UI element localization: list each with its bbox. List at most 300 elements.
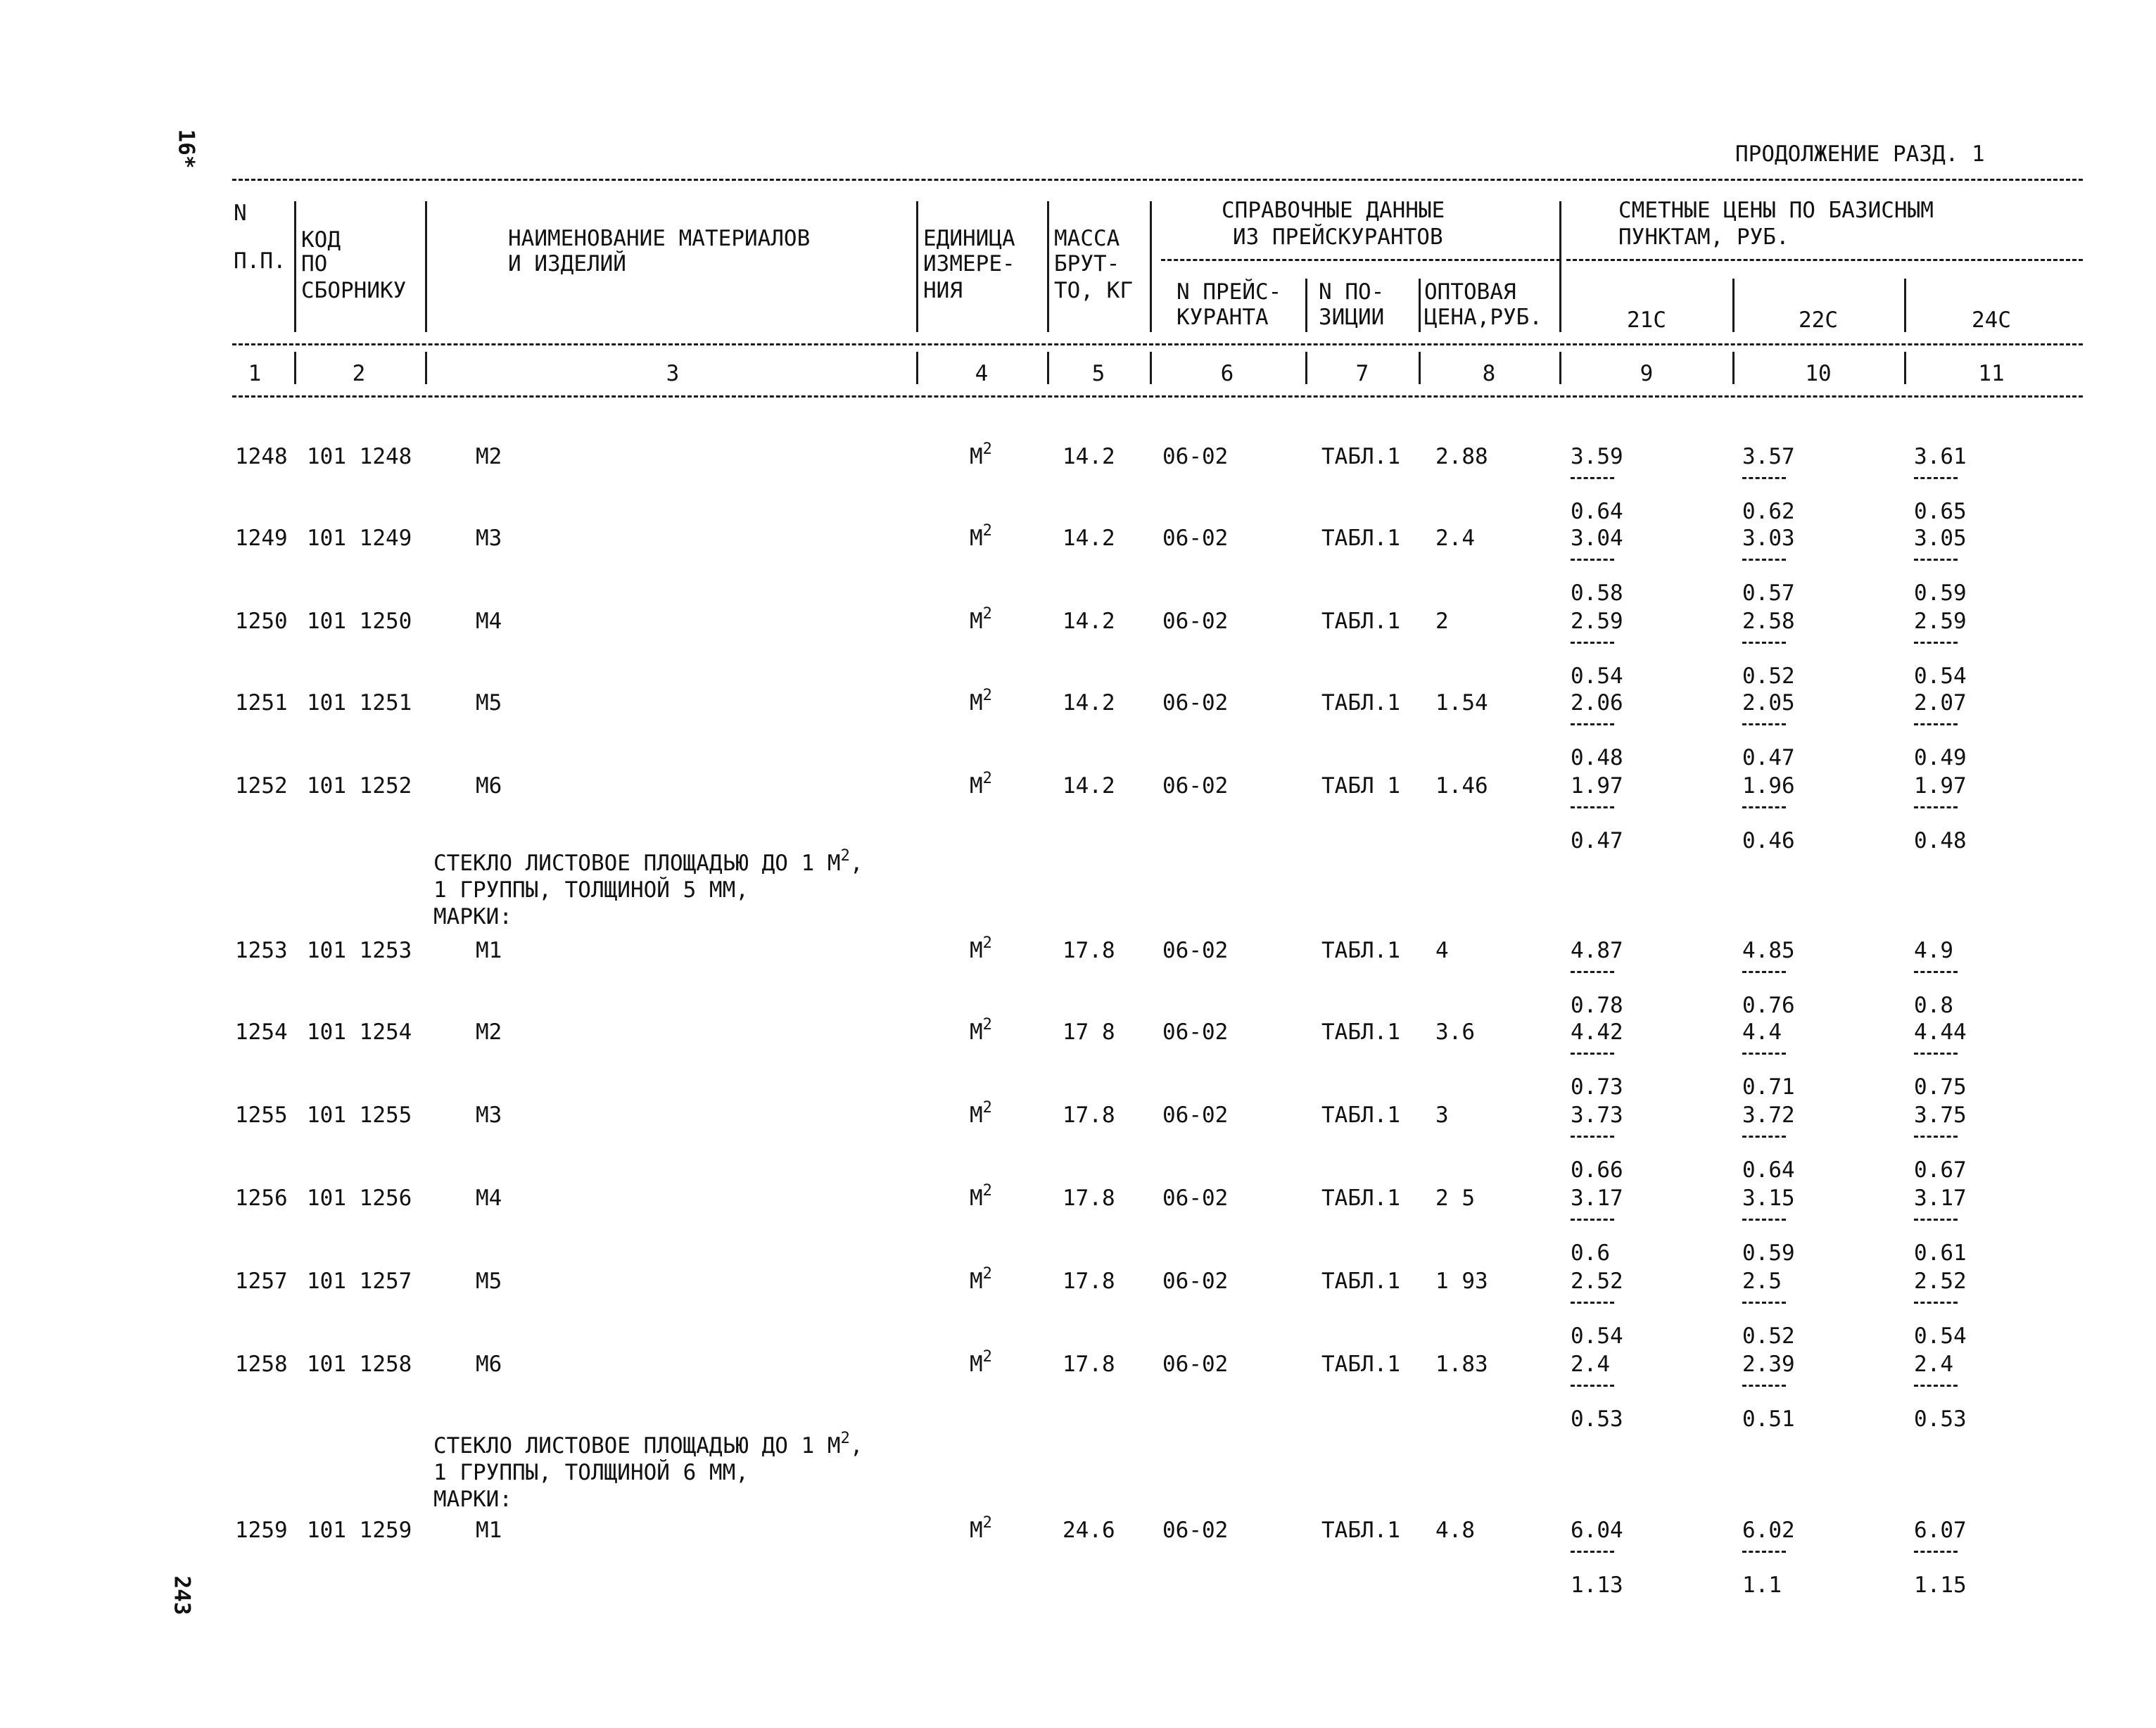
row-pricelist: 06-02 <box>1162 1518 1229 1543</box>
row-estimate-p22: 3.15 <box>1742 1186 1795 1211</box>
row-estimate-p21: 1.97 <box>1571 773 1623 799</box>
row-pricelist: 06-02 <box>1162 1019 1229 1045</box>
row-estimate-p22: 2.58 <box>1742 609 1795 634</box>
row-code: 101 1258 <box>307 1352 412 1377</box>
row-position: ТАБЛ.1 <box>1321 1352 1400 1377</box>
header-col6-line1: N ПРЕЙС- <box>1177 279 1282 305</box>
header-top-rule <box>232 179 2083 181</box>
row-estimate-p24: 2.4 <box>1914 1352 1953 1377</box>
fraction-rule <box>1742 723 1786 725</box>
group-heading-text: СТЕКЛО ЛИСТОВОЕ ПЛОЩАДЬЮ ДО 1 М <box>433 1433 841 1459</box>
column-number-4: 4 <box>975 361 989 386</box>
row-estimate-p24-lower: 0.75 <box>1914 1074 1967 1100</box>
column-separator <box>425 352 427 384</box>
row-code: 101 1255 <box>307 1103 412 1128</box>
fraction-rule <box>1742 1385 1786 1387</box>
row-estimate-p21-lower: 0.73 <box>1571 1074 1623 1100</box>
row-wholesale-price: 2 <box>1435 609 1449 634</box>
row-unit <box>970 605 992 634</box>
fraction-rule <box>1742 1053 1786 1055</box>
fraction-rule <box>1571 1136 1614 1138</box>
row-estimate-p22: 6.02 <box>1742 1518 1795 1543</box>
row-estimate-p22-lower: 0.47 <box>1742 745 1795 770</box>
row-estimate-p21: 6.04 <box>1571 1518 1623 1543</box>
column-separator <box>1904 279 1906 332</box>
row-wholesale-price: 3 <box>1435 1103 1449 1128</box>
row-estimate-p21-lower: 0.53 <box>1571 1406 1623 1432</box>
row-estimate-p21-lower: 0.6 <box>1571 1240 1610 1266</box>
row-number: 1251 <box>235 690 288 716</box>
header-col1-line2: П.П. <box>234 248 286 274</box>
group-heading-line2: 1 ГРУППЫ, ТОЛЩИНОЙ 6 ММ, <box>433 1460 749 1485</box>
header-col1-line1: N <box>234 201 247 226</box>
fraction-rule <box>1571 642 1614 644</box>
row-pricelist: 06-02 <box>1162 1352 1229 1377</box>
row-pricelist: 06-02 <box>1162 938 1229 963</box>
row-estimate-p24: 1.97 <box>1914 773 1967 799</box>
row-number: 1256 <box>235 1186 288 1211</box>
row-name: М2 <box>476 444 502 469</box>
unit-text: М <box>970 773 983 799</box>
fraction-rule <box>1571 1053 1614 1055</box>
column-separator <box>1419 279 1421 332</box>
row-number: 1258 <box>235 1352 288 1377</box>
row-estimate-p21-lower: 0.54 <box>1571 1323 1623 1349</box>
page-side-label-top: 16* <box>173 129 199 169</box>
row-estimate-p24-lower: 0.61 <box>1914 1240 1967 1266</box>
row-estimate-p24-lower: 0.53 <box>1914 1406 1967 1432</box>
row-name: М4 <box>476 609 502 634</box>
unit-text: М <box>970 1019 983 1045</box>
fraction-rule <box>1571 971 1614 973</box>
header-col7-line2: ЗИЦИИ <box>1319 305 1385 330</box>
unit-exponent: 2 <box>982 1016 992 1034</box>
row-estimate-p22: 2.05 <box>1742 690 1795 716</box>
unit-exponent: 2 <box>982 522 992 540</box>
row-code: 101 1250 <box>307 609 412 634</box>
header-col5-line3: ТО, КГ <box>1054 278 1133 303</box>
row-unit <box>970 522 992 551</box>
unit-exponent: 2 <box>982 1265 992 1283</box>
row-estimate-p21-lower: 0.66 <box>1571 1157 1623 1183</box>
row-name: М1 <box>476 1518 502 1543</box>
row-name: М1 <box>476 938 502 963</box>
row-estimate-p22-lower: 0.71 <box>1742 1074 1795 1100</box>
header-col2-line1: КОД <box>301 227 341 253</box>
fraction-rule <box>1742 1551 1786 1553</box>
fraction-rule <box>1571 1551 1614 1553</box>
row-name: М5 <box>476 690 502 716</box>
header-col11: 24С <box>1972 307 2011 333</box>
row-name: М6 <box>476 1352 502 1377</box>
row-mass: 17.8 <box>1063 1186 1115 1211</box>
column-separator <box>1732 279 1735 332</box>
row-code: 101 1249 <box>307 526 412 551</box>
row-estimate-p21: 2.52 <box>1571 1269 1623 1294</box>
header-price-group-line1: СМЕТНЫЕ ЦЕНЫ ПО БАЗИСНЫМ <box>1618 198 1934 223</box>
row-name: М2 <box>476 1019 502 1045</box>
column-separator <box>1305 279 1307 332</box>
row-estimate-p21: 3.59 <box>1571 444 1623 469</box>
row-estimate-p24: 3.05 <box>1914 526 1967 551</box>
column-number-6: 6 <box>1220 361 1234 386</box>
row-wholesale-price: 1.83 <box>1435 1352 1488 1377</box>
column-separator <box>1559 352 1561 384</box>
row-estimate-p22-lower: 0.64 <box>1742 1157 1795 1183</box>
row-estimate-p21: 2.06 <box>1571 690 1623 716</box>
fraction-rule <box>1571 477 1614 479</box>
fraction-rule <box>1571 1302 1614 1304</box>
row-code: 101 1248 <box>307 444 412 469</box>
fraction-rule <box>1742 1219 1786 1221</box>
column-separator <box>1305 352 1307 384</box>
row-position: ТАБЛ.1 <box>1321 444 1400 469</box>
fraction-rule <box>1914 1053 1958 1055</box>
row-estimate-p24-lower: 1.15 <box>1914 1573 1967 1598</box>
group-heading-line1 <box>433 847 863 876</box>
unit-exponent: 2 <box>982 1099 992 1117</box>
row-unit <box>970 1514 992 1543</box>
row-estimate-p24-lower: 0.54 <box>1914 1323 1967 1349</box>
column-number-7: 7 <box>1355 361 1369 386</box>
row-code: 101 1251 <box>307 690 412 716</box>
header-bottom-rule <box>232 395 2083 398</box>
row-code: 101 1253 <box>307 938 412 963</box>
row-estimate-p24: 6.07 <box>1914 1518 1967 1543</box>
unit-text: М <box>970 526 983 551</box>
column-number-3: 3 <box>666 361 680 386</box>
row-estimate-p21: 4.87 <box>1571 938 1623 963</box>
unit-exponent: 2 <box>982 1514 992 1532</box>
group-heading-exponent: 2 <box>840 1430 850 1447</box>
continuation-title: ПРОДОЛЖЕНИЕ РАЗД. 1 <box>1735 141 1985 167</box>
row-position: ТАБЛ.1 <box>1321 938 1400 963</box>
row-pricelist: 06-02 <box>1162 1103 1229 1128</box>
row-code: 101 1256 <box>307 1186 412 1211</box>
fraction-rule <box>1742 642 1786 644</box>
row-estimate-p21-lower: 0.78 <box>1571 993 1623 1018</box>
row-estimate-p24: 3.61 <box>1914 444 1967 469</box>
row-estimate-p22-lower: 0.57 <box>1742 580 1795 606</box>
row-wholesale-price: 2 5 <box>1435 1186 1475 1211</box>
row-mass: 17 8 <box>1063 1019 1115 1045</box>
row-estimate-p24-lower: 0.48 <box>1914 828 1967 853</box>
header-col2-line2: ПО <box>301 251 328 277</box>
row-estimate-p24: 3.17 <box>1914 1186 1967 1211</box>
row-position: ТАБЛ.1 <box>1321 1019 1400 1045</box>
row-wholesale-price: 1.54 <box>1435 690 1488 716</box>
row-number: 1250 <box>235 609 288 634</box>
row-estimate-p24: 2.07 <box>1914 690 1967 716</box>
fraction-rule <box>1914 642 1958 644</box>
row-number: 1257 <box>235 1269 288 1294</box>
column-separator <box>1732 352 1735 384</box>
row-unit <box>970 1182 992 1211</box>
fraction-rule <box>1914 477 1958 479</box>
row-wholesale-price: 4 <box>1435 938 1449 963</box>
header-col10: 22С <box>1799 307 1838 333</box>
unit-text: М <box>970 1103 983 1128</box>
row-estimate-p24-lower: 0.54 <box>1914 663 1967 689</box>
row-position: ТАБЛ.1 <box>1321 1103 1400 1128</box>
row-estimate-p21: 3.17 <box>1571 1186 1623 1211</box>
header-col8-line1: ОПТОВАЯ <box>1424 279 1516 305</box>
row-position: ТАБЛ.1 <box>1321 609 1400 634</box>
fraction-rule <box>1914 1551 1958 1553</box>
row-position: ТАБЛ 1 <box>1321 773 1400 799</box>
row-number: 1252 <box>235 773 288 799</box>
row-estimate-p22-lower: 0.59 <box>1742 1240 1795 1266</box>
group-heading-comma: , <box>849 1433 863 1459</box>
row-estimate-p22: 3.57 <box>1742 444 1795 469</box>
row-mass: 17.8 <box>1063 1352 1115 1377</box>
row-mass: 17.8 <box>1063 1269 1115 1294</box>
row-unit <box>970 770 992 799</box>
column-separator <box>916 352 918 384</box>
row-estimate-p21: 2.59 <box>1571 609 1623 634</box>
header-col5-line2: БРУТ- <box>1054 251 1120 277</box>
row-estimate-p22-lower: 0.52 <box>1742 663 1795 689</box>
row-unit <box>970 1016 992 1045</box>
group-heading-text: СТЕКЛО ЛИСТОВОЕ ПЛОЩАДЬЮ ДО 1 М <box>433 851 841 876</box>
row-unit <box>970 1348 992 1377</box>
row-estimate-p21-lower: 0.48 <box>1571 745 1623 770</box>
fraction-rule <box>1742 1136 1786 1138</box>
row-mass: 14.2 <box>1063 526 1115 551</box>
unit-text: М <box>970 1518 983 1543</box>
unit-text: М <box>970 609 983 634</box>
group-heading-comma: , <box>849 851 863 876</box>
header-col4-line1: ЕДИНИЦА <box>923 226 1015 251</box>
header-ref-group-line1: СПРАВОЧНЫЕ ДАННЫЕ <box>1222 198 1445 223</box>
unit-text: М <box>970 1269 983 1294</box>
unit-exponent: 2 <box>982 1348 992 1366</box>
fraction-rule <box>1742 559 1786 561</box>
row-estimate-p21-lower: 0.64 <box>1571 499 1623 524</box>
row-wholesale-price: 3.6 <box>1435 1019 1475 1045</box>
fraction-rule <box>1914 1385 1958 1387</box>
row-number: 1249 <box>235 526 288 551</box>
row-estimate-p22: 2.5 <box>1742 1269 1782 1294</box>
row-mass: 17.8 <box>1063 938 1115 963</box>
row-estimate-p24: 4.9 <box>1914 938 1953 963</box>
header-ref-group-line2: ИЗ ПРЕЙСКУРАНТОВ <box>1233 224 1443 250</box>
fraction-rule <box>1742 806 1786 808</box>
column-separator <box>1047 352 1049 384</box>
header-col8-line2: ЦЕНА,РУБ. <box>1424 305 1542 330</box>
row-estimate-p24-lower: 0.67 <box>1914 1157 1967 1183</box>
column-number-1: 1 <box>248 361 262 386</box>
row-estimate-p22-lower: 0.62 <box>1742 499 1795 524</box>
row-pricelist: 06-02 <box>1162 773 1229 799</box>
row-code: 101 1252 <box>307 773 412 799</box>
column-separator <box>1150 201 1152 332</box>
column-number-5: 5 <box>1091 361 1105 386</box>
row-mass: 24.6 <box>1063 1518 1115 1543</box>
row-estimate-p22: 2.39 <box>1742 1352 1795 1377</box>
column-number-10: 10 <box>1805 361 1832 386</box>
row-wholesale-price: 1.46 <box>1435 773 1488 799</box>
row-estimate-p22-lower: 0.46 <box>1742 828 1795 853</box>
group-heading-exponent: 2 <box>840 847 850 865</box>
row-estimate-p22: 4.85 <box>1742 938 1795 963</box>
fraction-rule <box>1914 806 1958 808</box>
row-estimate-p21-lower: 0.54 <box>1571 663 1623 689</box>
row-position: ТАБЛ.1 <box>1321 526 1400 551</box>
row-mass: 17.8 <box>1063 1103 1115 1128</box>
header-col3-line2: И ИЗДЕЛИЙ <box>508 251 626 277</box>
header-col9: 21С <box>1627 307 1666 333</box>
row-position: ТАБЛ.1 <box>1321 1186 1400 1211</box>
row-estimate-p22: 3.72 <box>1742 1103 1795 1128</box>
row-number: 1253 <box>235 938 288 963</box>
header-col3-line1: НАИМЕНОВАНИЕ МАТЕРИАЛОВ <box>508 226 811 251</box>
column-separator <box>1559 201 1561 332</box>
unit-exponent: 2 <box>982 440 992 458</box>
row-estimate-p21: 3.04 <box>1571 526 1623 551</box>
row-mass: 14.2 <box>1063 444 1115 469</box>
row-unit <box>970 1265 992 1294</box>
unit-exponent: 2 <box>982 934 992 952</box>
row-estimate-p24: 3.75 <box>1914 1103 1967 1128</box>
header-col6-line2: КУРАНТА <box>1177 305 1269 330</box>
unit-exponent: 2 <box>982 605 992 623</box>
row-pricelist: 06-02 <box>1162 1269 1229 1294</box>
header-mid-rule <box>232 343 2083 345</box>
row-estimate-p21-lower: 0.58 <box>1571 580 1623 606</box>
fraction-rule <box>1742 1302 1786 1304</box>
fraction-rule <box>1571 1385 1614 1387</box>
row-pricelist: 06-02 <box>1162 1186 1229 1211</box>
unit-exponent: 2 <box>982 770 992 787</box>
row-position: ТАБЛ.1 <box>1321 1518 1400 1543</box>
fraction-rule <box>1571 806 1614 808</box>
row-name: М3 <box>476 1103 502 1128</box>
fraction-rule <box>1742 477 1786 479</box>
row-estimate-p22-lower: 0.76 <box>1742 993 1795 1018</box>
column-number-9: 9 <box>1640 361 1654 386</box>
row-estimate-p24: 4.44 <box>1914 1019 1967 1045</box>
fraction-rule <box>1914 1302 1958 1304</box>
group-heading-line1 <box>433 1430 863 1459</box>
row-unit <box>970 934 992 963</box>
row-code: 101 1257 <box>307 1269 412 1294</box>
row-estimate-p21: 3.73 <box>1571 1103 1623 1128</box>
unit-text: М <box>970 444 983 469</box>
column-separator <box>1047 201 1049 332</box>
unit-exponent: 2 <box>982 687 992 704</box>
row-unit <box>970 1099 992 1128</box>
unit-exponent: 2 <box>982 1182 992 1200</box>
row-pricelist: 06-02 <box>1162 526 1229 551</box>
group-heading-line3: МАРКИ: <box>433 1487 512 1512</box>
row-wholesale-price: 4.8 <box>1435 1518 1475 1543</box>
row-position: ТАБЛ.1 <box>1321 690 1400 716</box>
row-estimate-p24-lower: 0.8 <box>1914 993 1953 1018</box>
row-wholesale-price: 2.4 <box>1435 526 1475 551</box>
row-estimate-p21-lower: 1.13 <box>1571 1573 1623 1598</box>
group-heading-line3: МАРКИ: <box>433 904 512 929</box>
column-separator <box>1150 352 1152 384</box>
unit-text: М <box>970 690 983 716</box>
header-col4-line2: ИЗМЕРЕ- <box>923 251 1015 277</box>
row-name: М6 <box>476 773 502 799</box>
row-pricelist: 06-02 <box>1162 690 1229 716</box>
fraction-rule <box>1571 1219 1614 1221</box>
row-wholesale-price: 1 93 <box>1435 1269 1488 1294</box>
row-estimate-p22: 1.96 <box>1742 773 1795 799</box>
row-number: 1259 <box>235 1518 288 1543</box>
price-group-rule <box>1566 259 2083 261</box>
unit-text: М <box>970 1352 983 1377</box>
unit-text: М <box>970 1186 983 1211</box>
row-estimate-p21-lower: 0.47 <box>1571 828 1623 853</box>
ref-group-rule <box>1161 259 1561 261</box>
row-estimate-p22: 4.4 <box>1742 1019 1782 1045</box>
row-code: 101 1259 <box>307 1518 412 1543</box>
fraction-rule <box>1571 723 1614 725</box>
row-estimate-p22-lower: 0.51 <box>1742 1406 1795 1432</box>
fraction-rule <box>1914 1136 1958 1138</box>
row-number: 1254 <box>235 1019 288 1045</box>
page-number: 243 <box>169 1575 195 1615</box>
column-number-2: 2 <box>352 361 366 386</box>
header-col5-line1: МАССА <box>1054 226 1120 251</box>
header-col7-line1: N ПО- <box>1319 279 1385 305</box>
row-estimate-p21: 4.42 <box>1571 1019 1623 1045</box>
row-estimate-p24-lower: 0.59 <box>1914 580 1967 606</box>
row-estimate-p24-lower: 0.49 <box>1914 745 1967 770</box>
unit-text: М <box>970 938 983 963</box>
row-estimate-p24: 2.59 <box>1914 609 1967 634</box>
row-estimate-p22-lower: 1.1 <box>1742 1573 1782 1598</box>
fraction-rule <box>1914 559 1958 561</box>
row-number: 1248 <box>235 444 288 469</box>
group-heading-line2: 1 ГРУППЫ, ТОЛЩИНОЙ 5 ММ, <box>433 877 749 903</box>
row-estimate-p24: 2.52 <box>1914 1269 1967 1294</box>
fraction-rule <box>1914 971 1958 973</box>
row-unit <box>970 687 992 716</box>
header-price-group-line2: ПУНКТАМ, РУБ. <box>1618 224 1789 250</box>
fraction-rule <box>1914 723 1958 725</box>
column-separator <box>916 201 918 332</box>
column-separator <box>1419 352 1421 384</box>
row-estimate-p24-lower: 0.65 <box>1914 499 1967 524</box>
row-unit <box>970 440 992 469</box>
row-mass: 14.2 <box>1063 690 1115 716</box>
column-number-8: 8 <box>1482 361 1496 386</box>
row-code: 101 1254 <box>307 1019 412 1045</box>
row-name: М5 <box>476 1269 502 1294</box>
column-separator <box>294 201 296 332</box>
row-estimate-p22: 3.03 <box>1742 526 1795 551</box>
fraction-rule <box>1571 559 1614 561</box>
column-separator <box>294 352 296 384</box>
row-position: ТАБЛ.1 <box>1321 1269 1400 1294</box>
header-col4-line3: НИЯ <box>923 278 963 303</box>
fraction-rule <box>1914 1219 1958 1221</box>
row-pricelist: 06-02 <box>1162 444 1229 469</box>
row-name: М4 <box>476 1186 502 1211</box>
row-mass: 14.2 <box>1063 609 1115 634</box>
row-name: М3 <box>476 526 502 551</box>
row-pricelist: 06-02 <box>1162 609 1229 634</box>
row-number: 1255 <box>235 1103 288 1128</box>
row-estimate-p21: 2.4 <box>1571 1352 1610 1377</box>
row-estimate-p22-lower: 0.52 <box>1742 1323 1795 1349</box>
column-separator <box>1904 352 1906 384</box>
row-mass: 14.2 <box>1063 773 1115 799</box>
